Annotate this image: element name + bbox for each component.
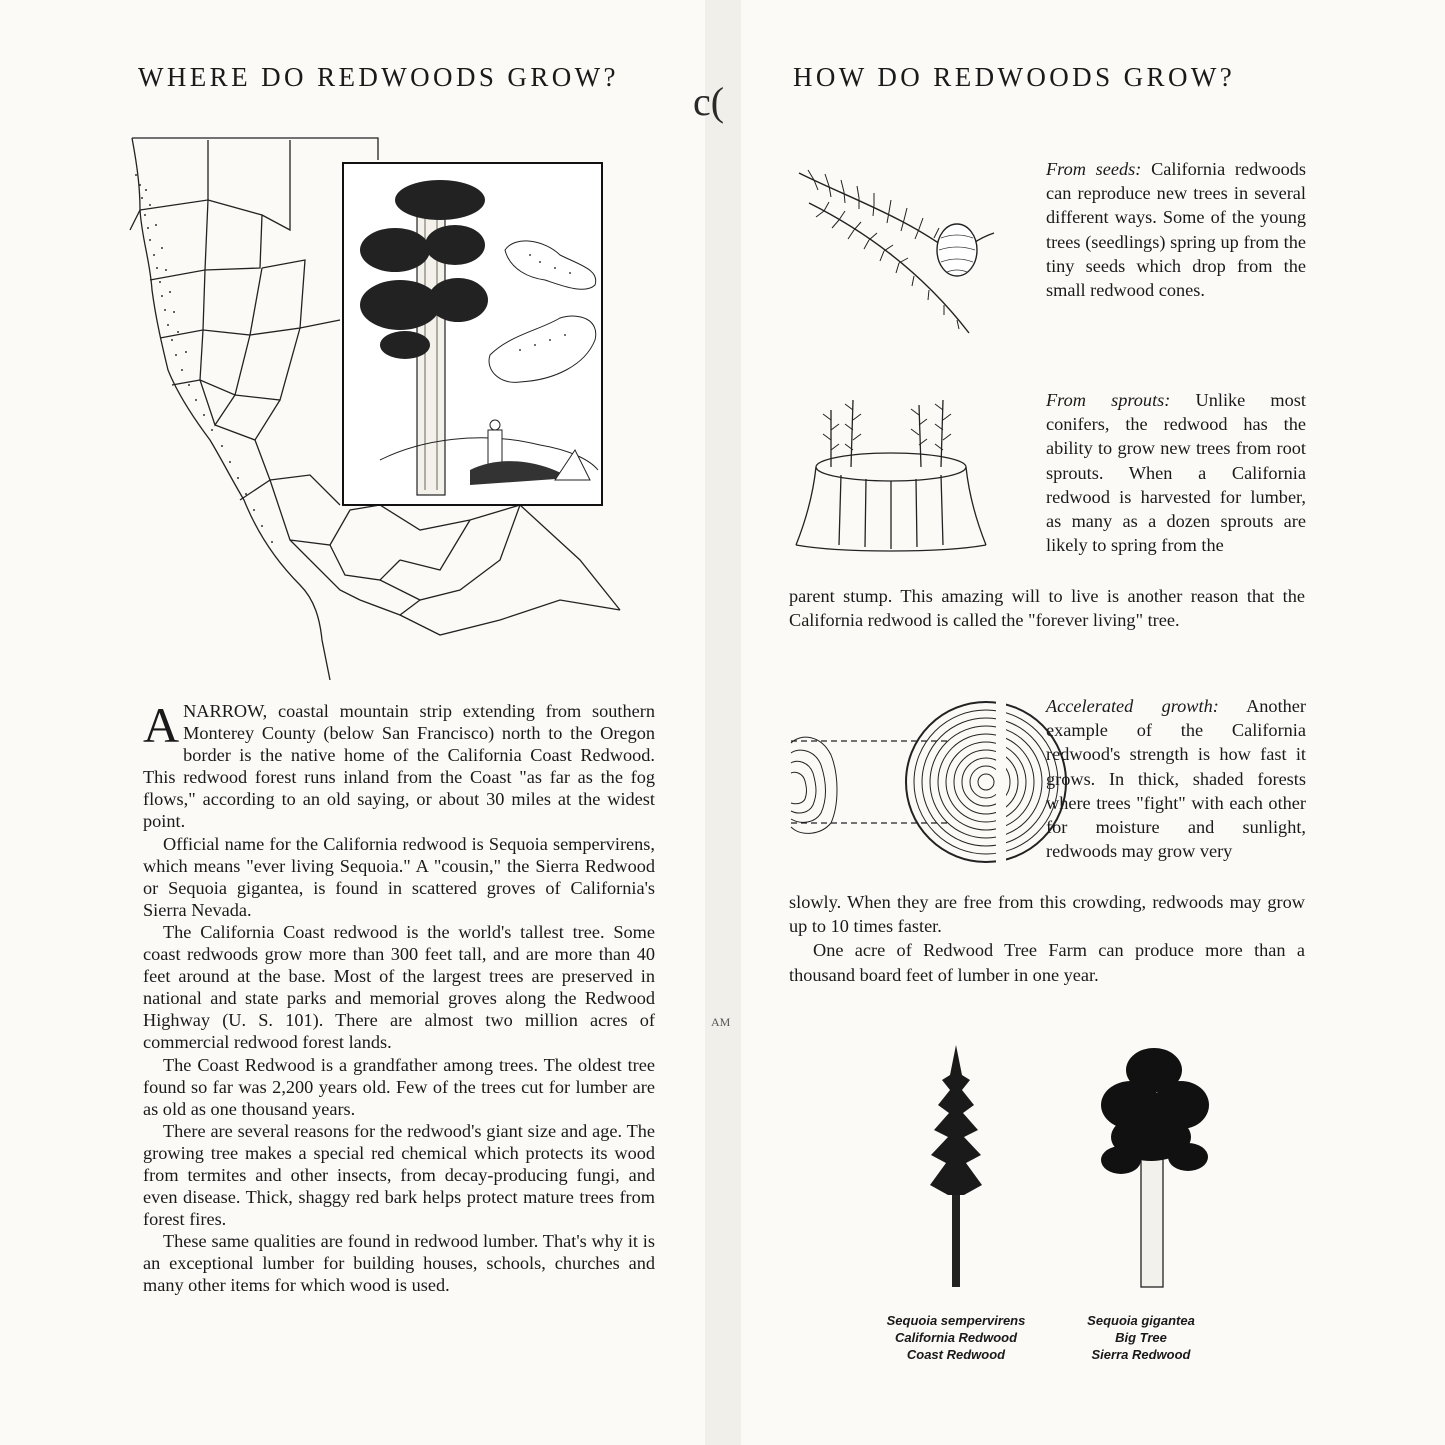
paragraph-1-text: NARROW, coastal mountain strip extending from southern Monterey County (below San Francisco) north to the Oregon border is the native home of the California Coast Redwood. This redwood forest runs inland from the Coast "as far as the fog flows," according to an old saying, or about 30 miles at the widest point. (143, 701, 655, 832)
sprouts-label: From sprouts: (1046, 390, 1171, 410)
left-page-heading: WHERE DO REDWOODS GROW? (138, 62, 619, 92)
redwood-branch-cone-drawing (789, 158, 999, 348)
seeds-paragraph (1046, 157, 1306, 302)
paragraph-4: The Coast Redwood is a grandfather among trees. The oldest tree found so far was 2,200 years old. Few of the trees cut for lumber are as old as one thousand years. (143, 1054, 655, 1119)
gutter-fragment-top: c( (693, 79, 725, 124)
accelerated-label: Accelerated growth: (1046, 696, 1219, 716)
sprouts-paragraph-bottom: parent stump. This amazing will to live is another reason that the California redwood is called the "forever living" tree. (789, 586, 1305, 631)
accelerated-text-top: Another example of the California redwood's strength is how fast it grows. In thick, shaded forests where trees "fight" with each other for moisture and sunlight, redwoods may grow very (1046, 696, 1306, 862)
right-page-heading: HOW DO REDWOODS GROW? (793, 62, 1236, 92)
caption-1-line-3: Coast Redwood (906, 1347, 1006, 1362)
caption-2-line-3: Sierra Redwood (1091, 1347, 1191, 1362)
sprouts-paragraph-top (1046, 388, 1306, 557)
seeds-text: California redwoods can reproduce new trees in several different ways. Some of the young trees (seedlings) spring up from the tiny seeds which drop from the small redwood cones. (1046, 159, 1306, 301)
caption-coast-redwood (871, 1312, 1041, 1363)
sierra-redwood-silhouette (1096, 1045, 1216, 1290)
gutter-fragment-bottom: AM (711, 1015, 731, 1029)
stump-sprouts-drawing (791, 395, 991, 560)
growth-rings-drawing (791, 695, 1001, 860)
caption-2-line-1: Sequoia gigantea (1087, 1313, 1195, 1328)
intro-paragraph (143, 697, 655, 833)
california-map-illustration (0, 0, 705, 700)
caption-1-line-2: California Redwood (894, 1330, 1018, 1345)
paragraph-2: Official name for the California redwood is Sequoia sempervirens, which means "ever living Sequoia." A "cousin," the Sierra Redwood or Sequoia gigantea, is found in scattered groves of California's Sierra Nevada. (143, 833, 655, 920)
coast-redwood-silhouette (916, 1045, 996, 1290)
dropcap-letter: A (143, 697, 180, 753)
left-body-text (143, 697, 655, 1297)
right-page (741, 0, 1445, 1445)
caption-2-line-2: Big Tree (1115, 1330, 1167, 1345)
sprouts-text-top: Unlike most conifers, the redwood has the ability to grow new trees from root sprouts. When a California redwood is harvested for lumber, as many as a dozen sprouts are likely to spring from the (1046, 390, 1306, 556)
fold-gutter (693, 0, 742, 1445)
caption-sierra-redwood (1056, 1312, 1226, 1363)
paragraph-6: These same qualities are found in redwood lumber. That's why it is an exceptional lumber for building houses, schools, churches and many other items for which wood is used. (143, 1231, 655, 1296)
accelerated-paragraph-top (1046, 694, 1306, 863)
paragraph-5: There are several reasons for the redwood's giant size and age. The growing tree makes a special red chemical which protects its wood from termites and other insects, from decay-producing fungi, and even disease. Thick, shaggy red bark helps protect mature trees from forest fires. (143, 1120, 655, 1230)
paragraph-3: The California Coast redwood is the world's tallest tree. Some coast redwoods grow more than 300 feet tall, and are more than 40 feet around at the base. Most of the largest trees are preserved in national and state parks and memorial groves along the Redwood Highway (U. S. 101). There are almost two million acres of commercial redwood forest lands. (143, 921, 655, 1053)
left-page (0, 0, 706, 1445)
caption-1-line-1: Sequoia sempervirens (886, 1313, 1026, 1328)
closing-paragraph: One acre of Redwood Tree Farm can produce more than a thousand board feet of lumber in one year. (789, 940, 1305, 985)
seeds-label: From seeds: (1046, 159, 1142, 179)
accelerated-paragraph-bottom (789, 890, 1305, 987)
accelerated-text-bottom: slowly. When they are free from this crowding, redwoods may grow up to 10 times faster. (789, 892, 1305, 937)
